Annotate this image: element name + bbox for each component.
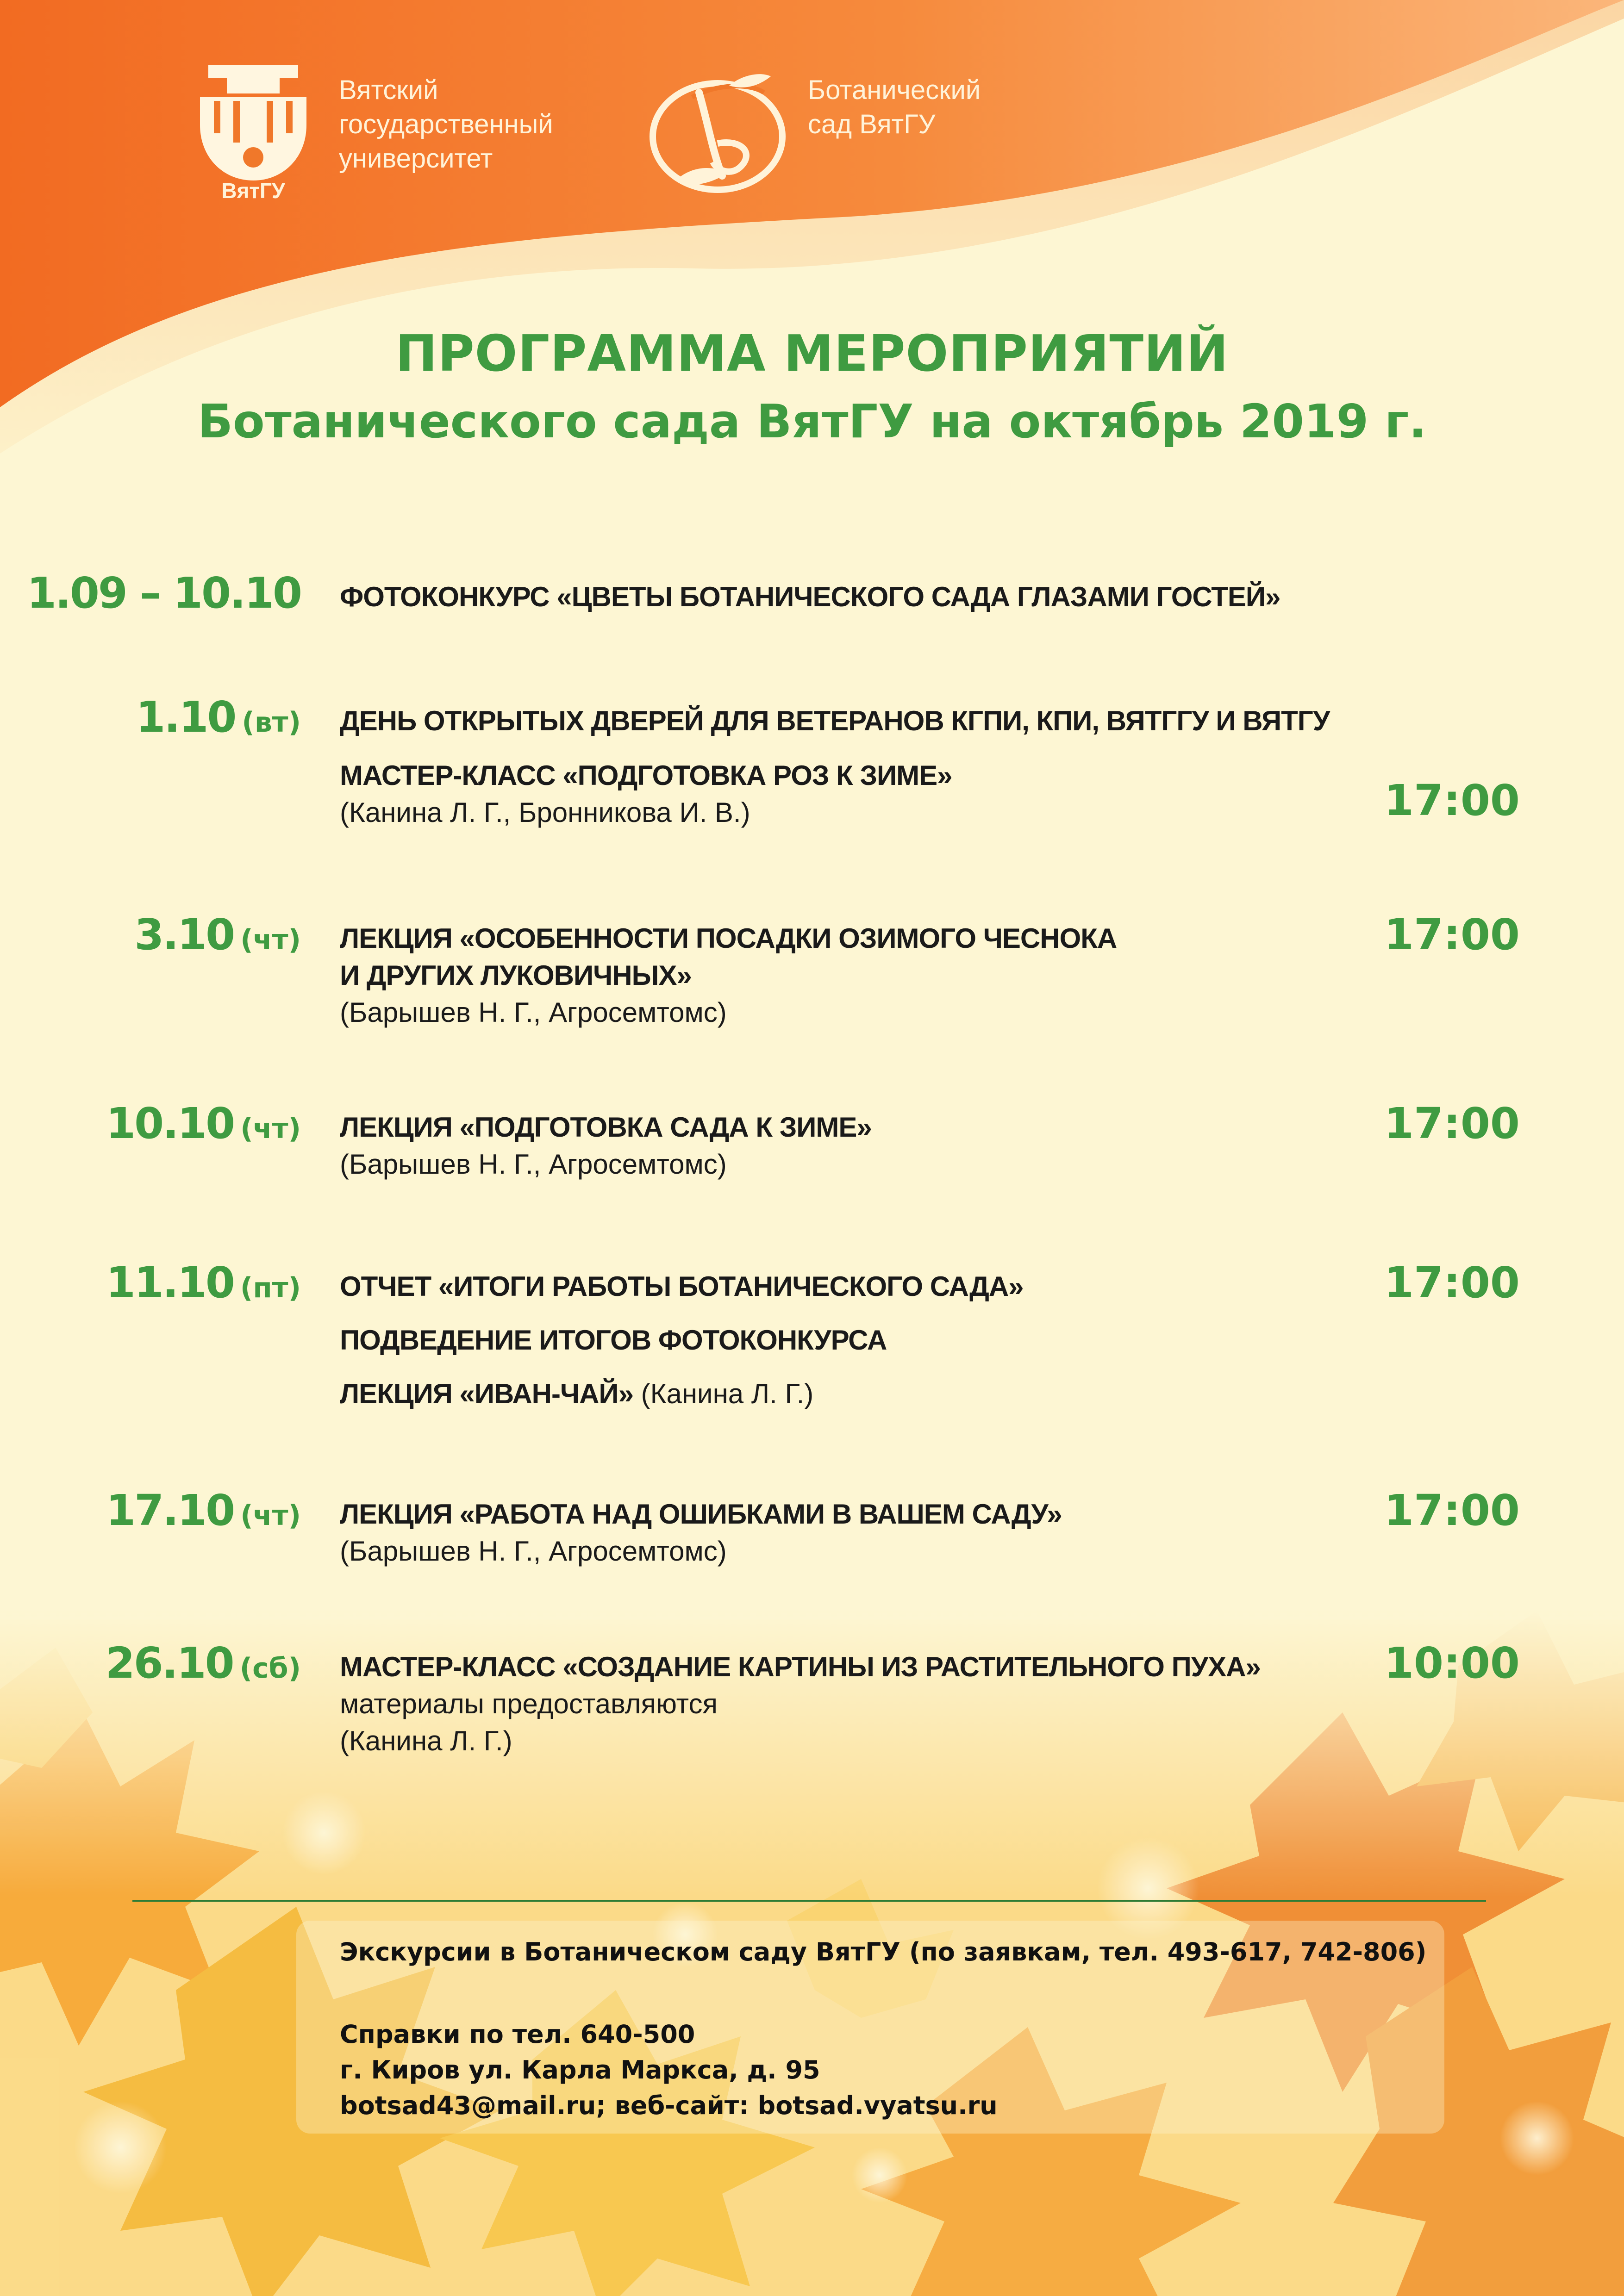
garden-name-line: сад ВятГУ [808, 109, 936, 139]
event-time: 17:00 [1384, 776, 1520, 825]
university-name-line: университет [339, 143, 493, 174]
event-title: МАСТЕР-КЛАСС «СОЗДАНИЕ КАРТИНЫ ИЗ РАСТИТЕЛЬНОГО ПУХА» [340, 1651, 1261, 1682]
event-speakers: (Канина Л. Г.) [641, 1378, 814, 1409]
event-title: ОТЧЕТ «ИТОГИ РАБОТЫ БОТАНИЧЕСКОГО САДА» [340, 1271, 1024, 1302]
event-description [340, 1268, 1358, 1412]
event-time: 17:00 [1384, 1258, 1520, 1307]
event-speakers: (Канина Л. Г.) [340, 1725, 512, 1756]
event-date [27, 570, 301, 616]
footer-contacts: botsad43@mail.ru; веб-сайт: botsad.vyatsu.ru [340, 2091, 998, 2120]
event-date [106, 1640, 301, 1692]
botanical-garden-logo-icon [648, 65, 787, 204]
event-note: материалы предоставляются [340, 1688, 718, 1719]
university-name-line: государственный [339, 109, 553, 139]
event-description [340, 920, 1358, 1031]
event-description [340, 1496, 1358, 1570]
event-title: ПОДВЕДЕНИЕ ИТОГОВ ФОТОКОНКУРСА [340, 1325, 887, 1356]
event-title: И ДРУГИХ ЛУКОВИЧНЫХ» [340, 960, 692, 991]
event-date-value: 26.10 [105, 1638, 233, 1688]
event-weekday: (чт) [240, 1113, 301, 1145]
event-date-value: 1.10 [136, 692, 236, 742]
footer-excursions: Экскурсии в Ботаническом саду ВятГУ (по заявкам, тел. 493-617, 742-806) [340, 1937, 1427, 1966]
event-date-value: 17.10 [106, 1486, 234, 1535]
event-title: ЛЕКЦИЯ «РАБОТА НАД ОШИБКАМИ В ВАШЕМ САДУ» [340, 1499, 1062, 1530]
event-date-value: 1.09 – 10.10 [26, 568, 301, 618]
event-date [136, 694, 301, 746]
event-speakers: (Барышев Н. Г., Агросемтомс) [340, 1149, 727, 1180]
event-date-value: 11.10 [106, 1258, 234, 1307]
event-date [106, 1260, 301, 1311]
event-weekday: (чт) [240, 1500, 301, 1532]
event-time: 17:00 [1384, 1486, 1520, 1535]
event-title: ЛЕКЦИЯ «ОСОБЕННОСТИ ПОСАДКИ ОЗИМОГО ЧЕСНОКА [340, 923, 1117, 954]
event-speakers: (Барышев Н. Г., Агросемтомс) [340, 1536, 727, 1567]
event-title: ЛЕКЦИЯ «ПОДГОТОВКА САДА К ЗИМЕ» [340, 1112, 872, 1143]
university-name [339, 73, 553, 176]
event-title: ЛЕКЦИЯ «ИВАН-ЧАЙ» [340, 1378, 633, 1409]
event-date-value: 10.10 [106, 1099, 234, 1148]
event-date [106, 1101, 301, 1152]
footer-phone: Справки по тел. 640-500 [340, 2020, 695, 2049]
event-title-with-speaker [340, 1375, 1358, 1412]
event-time: 17:00 [1384, 910, 1520, 959]
event-title: ФОТОКОНКУРС «ЦВЕТЫ БОТАНИЧЕСКОГО САДА ГЛАЗАМИ ГОСТЕЙ» [340, 581, 1280, 612]
event-date [106, 1487, 301, 1539]
event-date [134, 912, 301, 963]
event-speakers: (Барышев Н. Г., Агросемтомс) [340, 997, 727, 1028]
event-speakers: (Канина Л. Г., Бронникова И. В.) [340, 797, 750, 828]
event-description [340, 1649, 1358, 1760]
university-logo-caption: ВятГУ [221, 179, 285, 203]
event-time: 10:00 [1384, 1638, 1520, 1688]
event-description [340, 703, 1358, 831]
event-weekday: (пт) [240, 1272, 301, 1304]
event-date-value: 3.10 [134, 910, 234, 959]
event-time: 17:00 [1384, 1099, 1520, 1148]
event-title: ДЕНЬ ОТКРЫТЫХ ДВЕРЕЙ ДЛЯ ВЕТЕРАНОВ КГПИ, КПИ, ВЯТГГУ И ВЯТГУ [340, 705, 1330, 736]
footer-divider [132, 1900, 1486, 1902]
event-weekday: (сб) [239, 1652, 301, 1685]
event-description [340, 1109, 1358, 1183]
footer-address: г. Киров ул. Карла Маркса, д. 95 [340, 2055, 820, 2084]
page-title: ПРОГРАММА МЕРОПРИЯТИЙ [395, 325, 1229, 383]
event-weekday: (чт) [240, 924, 301, 956]
page-subtitle: Ботанического сада ВятГУ на октябрь 2019 г. [197, 394, 1427, 448]
garden-name-line: Ботанический [808, 75, 981, 105]
event-title: МАСТЕР-КЛАСС «ПОДГОТОВКА РОЗ К ЗИМЕ» [340, 760, 952, 791]
event-description [340, 579, 1358, 616]
university-name-line: Вятский [339, 75, 438, 105]
event-weekday: (вт) [242, 706, 301, 739]
garden-name [808, 73, 981, 142]
